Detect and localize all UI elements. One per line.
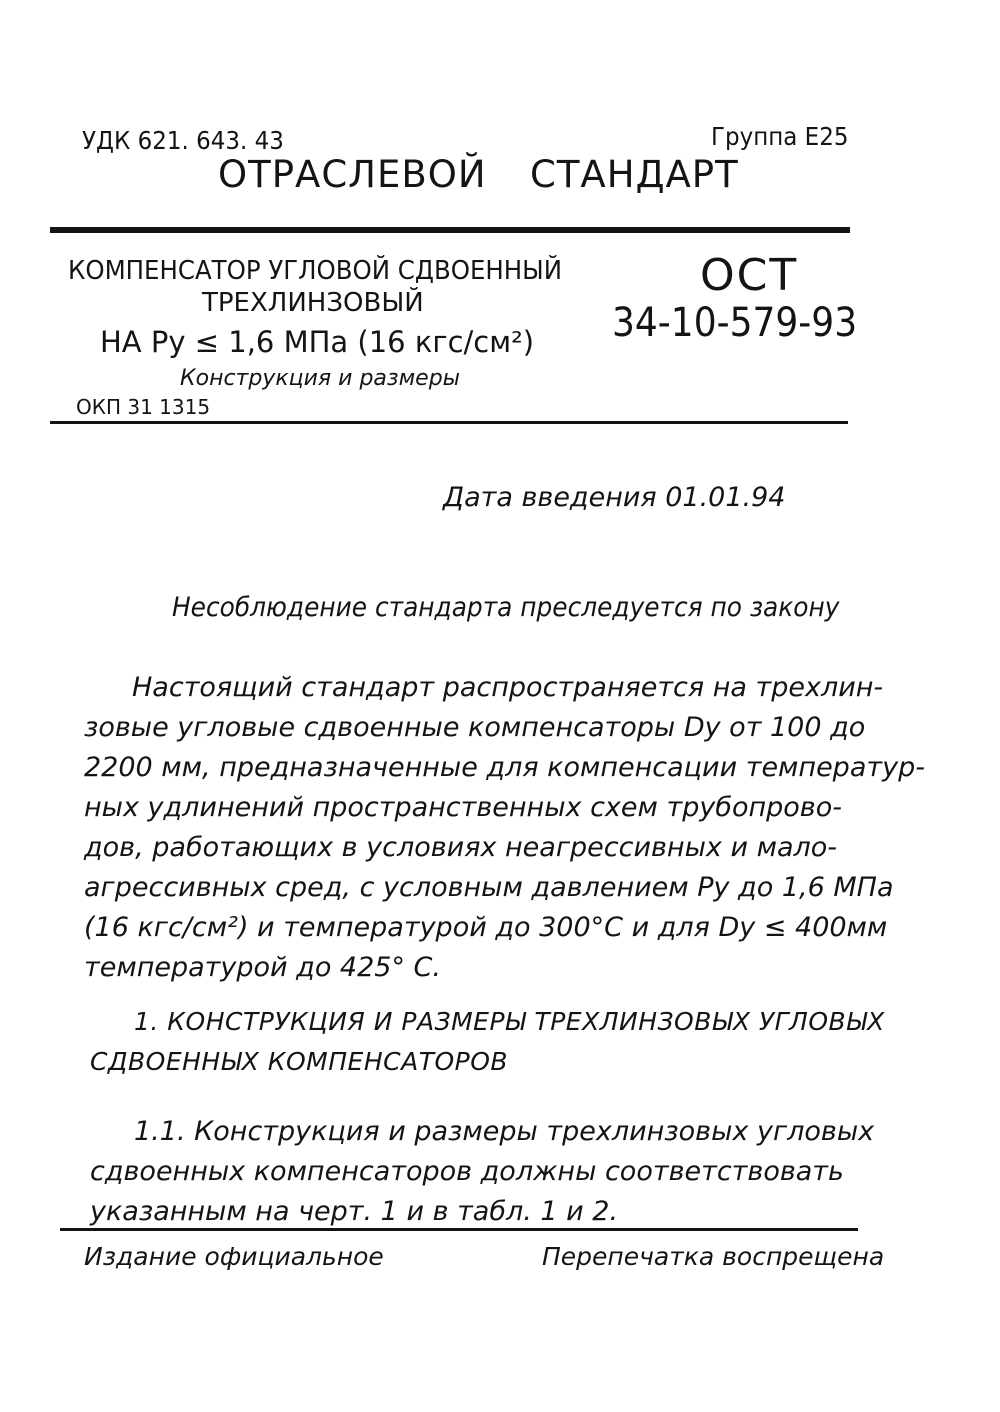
intro-paragraph xyxy=(84,668,925,988)
footer-reprint-prohibited: Перепечатка воспрещена xyxy=(542,1242,885,1271)
block-bottom-rule xyxy=(50,421,848,424)
footer-rule xyxy=(60,1228,858,1231)
section-1-heading xyxy=(90,1002,885,1082)
intro-line-7: (16 кгс/см²) и температурой до 300°С и для Dy ≤ 400мм xyxy=(84,912,888,943)
group-code: Группа Е25 xyxy=(710,122,848,151)
footer-official-edition: Издание официальное xyxy=(84,1242,384,1271)
intro-line-8: температурой до 425° С. xyxy=(84,952,441,983)
standard-title-right: СТАНДАРТ xyxy=(530,153,739,196)
clause-line-3: указанным на черт. 1 и в табл. 1 и 2. xyxy=(90,1196,619,1227)
okp-code: ОКП 31 1315 xyxy=(76,395,211,419)
intro-line-1: Настоящий стандарт распространяется на трехлин- xyxy=(132,672,884,703)
section-1-line-1: 1. КОНСТРУКЦИЯ И РАЗМЕРЫ ТРЕХЛИНЗОВЫХ УГЛОВЫХ xyxy=(134,1007,885,1036)
udk-code: УДК 621. 643. 43 xyxy=(82,126,284,155)
section-1-line-2: СДВОЕННЫХ КОМПЕНСАТОРОВ xyxy=(90,1047,509,1076)
product-name-line1: КОМПЕНСАТОР УГЛОВОЙ СДВОЕННЫЙ xyxy=(68,256,563,286)
introduction-date: Дата введения 01.01.94 xyxy=(443,482,786,513)
clause-line-1: 1.1. Конструкция и размеры трехлинзовых угловых xyxy=(134,1116,875,1147)
intro-line-2: зовые угловые сдвоенные компенсаторы Dy от 100 до xyxy=(84,712,866,743)
legal-warning: Несоблюдение стандарта преследуется по закону xyxy=(172,592,840,623)
clause-1-1 xyxy=(90,1112,874,1232)
intro-line-5: дов, работающих в условиях неагрессивных и мало- xyxy=(84,832,838,863)
ost-label: ОСТ xyxy=(700,250,799,301)
standard-title-left: ОТРАСЛЕВОЙ xyxy=(218,153,487,196)
product-name-line3: НА Ру ≤ 1,6 МПа (16 кгс/см²) xyxy=(100,325,535,359)
ost-number: 34-10-579-93 xyxy=(612,300,858,346)
intro-line-6: агрессивных сред, с условным давлением Ру до 1,6 МПа xyxy=(84,872,894,903)
clause-line-2: сдвоенных компенсаторов должны соответствовать xyxy=(90,1156,844,1187)
top-rule xyxy=(50,227,850,233)
intro-line-3: 2200 мм, предназначенные для компенсации температур- xyxy=(84,752,925,783)
product-name-line2: ТРЕХЛИНЗОВЫЙ xyxy=(202,288,424,318)
intro-line-4: ных удлинений пространственных схем трубопрово- xyxy=(84,792,842,823)
product-subtitle: Конструкция и размеры xyxy=(180,366,461,391)
